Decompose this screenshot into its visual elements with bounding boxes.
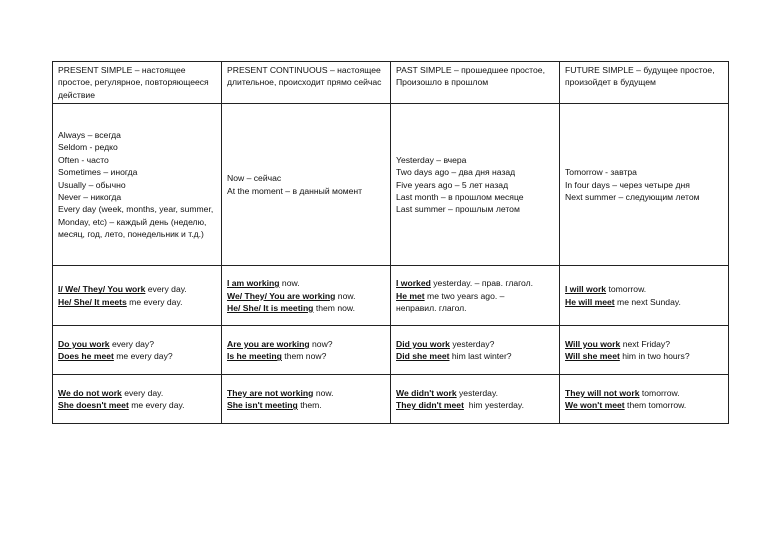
verb-form: We didn't work: [396, 387, 457, 398]
question-example: [396, 338, 554, 350]
time-marker: Always – всегда: [58, 129, 121, 140]
question-cell: [222, 326, 391, 375]
example-rest: now?: [309, 338, 333, 349]
time-marker: Never – никогда: [58, 191, 122, 202]
verb-form: She doesn't meet: [58, 400, 129, 411]
verb-form: Do you work: [58, 338, 110, 349]
affirmative-cell: [560, 266, 729, 326]
time-marker: Tomorrow - завтра: [565, 167, 637, 178]
affirmative-example: [565, 283, 723, 295]
tenses-table: [52, 61, 729, 424]
example-rest: me two years ago. –: [424, 290, 505, 301]
time-marker: Usually – обычно: [58, 179, 126, 190]
time-marker: Often - часто: [58, 154, 109, 165]
verb-form: Did you work: [396, 338, 450, 349]
affirmative-example: [396, 277, 554, 289]
markers-cell: [391, 104, 560, 266]
example-rest: him last winter?: [449, 351, 512, 362]
example-rest: now.: [335, 290, 356, 301]
example-rest: every day?: [109, 338, 155, 349]
time-marker: Sometimes – иногда: [58, 167, 138, 178]
affirmative-example: [565, 296, 723, 308]
example-rest: him yesterday.: [463, 400, 524, 411]
negative-row: [53, 375, 729, 424]
affirmative-example: [396, 290, 554, 302]
affirmative-cell: [222, 266, 391, 326]
affirmative-example: [227, 302, 385, 314]
verb-form: Does he meet: [58, 351, 114, 362]
example-rest: me next Sunday.: [614, 296, 681, 307]
example-rest: every day.: [145, 284, 187, 295]
verb-form: Will you work: [565, 338, 621, 349]
verb-form: Will she meet: [565, 351, 620, 362]
markers-cell: [53, 104, 222, 266]
negative-cell: [391, 375, 560, 424]
header-cell: PAST SIMPLE – прошедшее простое, Произошло в прошлом: [391, 62, 560, 104]
example-rest: tomorrow.: [606, 284, 647, 295]
question-row: [53, 326, 729, 375]
verb-form: Is he meeting: [227, 351, 282, 362]
verb-form: I worked: [396, 278, 431, 289]
verb-form: He/ She/ It is meeting: [227, 302, 314, 313]
example-rest: them now?: [281, 351, 327, 362]
affirmative-cell: [391, 266, 560, 326]
time-marker: Now – сейчас: [227, 173, 282, 184]
question-example: [565, 350, 723, 362]
verb-form: He/ She/ It meets: [58, 296, 127, 307]
verb-form: We won't meet: [565, 400, 625, 411]
verb-form: She isn't meeting: [227, 400, 298, 411]
example-rest: them.: [297, 400, 322, 411]
header-cell: PRESENT SIMPLE – настоящее простое, регулярное, повторяющееся действие: [53, 62, 222, 104]
markers-cell: [560, 104, 729, 266]
example-rest: yesterday.: [456, 387, 499, 398]
negative-cell: [560, 375, 729, 424]
time-marker: Two days ago – два дня назад: [396, 167, 516, 178]
negative-example: [396, 399, 554, 411]
question-example: [565, 338, 723, 350]
affirmative-example: [58, 296, 216, 308]
verb-form: We do not work: [58, 387, 122, 398]
example-rest: me every day.: [126, 296, 183, 307]
question-cell: [560, 326, 729, 375]
verb-form: They will not work: [565, 387, 640, 398]
time-marker: Five years ago – 5 лет назад: [396, 179, 509, 190]
negative-example: [58, 399, 216, 411]
negative-example: [58, 387, 216, 399]
example-rest: me every day?: [113, 351, 173, 362]
verb-form: They are not working: [227, 387, 314, 398]
time-marker: Yesterday – вчера: [396, 154, 467, 165]
example-rest: now.: [279, 278, 300, 289]
negative-example: [227, 399, 385, 411]
verb-form: I am working: [227, 278, 280, 289]
example-rest: them tomorrow.: [624, 400, 687, 411]
affirmative-example: [227, 277, 385, 289]
verb-form: I/ We/ They/ You work: [58, 284, 146, 295]
time-marker: Last month – в прошлом месяце: [396, 191, 524, 202]
header-cell: PRESENT CONTINUOUS – настоящее длительное, происходит прямо сейчас: [222, 62, 391, 104]
question-cell: [53, 326, 222, 375]
negative-cell: [222, 375, 391, 424]
time-marker: At the moment – в данный момент: [227, 185, 363, 196]
verb-form: He met: [396, 290, 425, 301]
time-marker: Every day (week, months, year, summer, Monday, etc) – каждый день (неделю, месяц, год, лето, понедельник и т.д.): [58, 204, 214, 240]
verb-form: Did she meet: [396, 351, 450, 362]
negative-example: [227, 387, 385, 399]
time-marker: Seldom - редко: [58, 142, 118, 153]
affirmative-example: [227, 290, 385, 302]
example-rest: tomorrow.: [639, 387, 680, 398]
negative-example: [565, 387, 723, 399]
negative-example: [565, 399, 723, 411]
time-marker: In four days – через четыре дня: [565, 179, 690, 190]
negative-example: [396, 387, 554, 399]
example-rest: him in two hours?: [619, 351, 690, 362]
question-example: [58, 338, 216, 350]
verb-form: Are you are working: [227, 338, 310, 349]
question-cell: [391, 326, 560, 375]
example-rest: now.: [313, 387, 334, 398]
example-rest: yesterday?: [449, 338, 495, 349]
header-row: [53, 62, 729, 104]
verb-form: We/ They/ You are working: [227, 290, 336, 301]
affirmative-example: [396, 302, 554, 314]
question-example: [396, 350, 554, 362]
time-markers-row: [53, 104, 729, 266]
verb-form: I will work: [565, 284, 607, 295]
affirmative-cell: [53, 266, 222, 326]
example-rest: неправил. глагол.: [396, 302, 467, 313]
affirmative-example: [58, 283, 216, 295]
negative-cell: [53, 375, 222, 424]
example-rest: every day.: [121, 387, 164, 398]
example-rest: them now.: [313, 302, 355, 313]
example-rest: me every day.: [128, 400, 185, 411]
example-rest: yesterday. – прав. глагол.: [430, 278, 534, 289]
affirmative-row: [53, 266, 729, 326]
markers-cell: [222, 104, 391, 266]
example-rest: next Friday?: [620, 338, 670, 349]
question-example: [227, 338, 385, 350]
verb-form: They didn't meet: [396, 400, 464, 411]
time-marker: Next summer – следующим летом: [565, 191, 700, 202]
question-example: [227, 350, 385, 362]
header-cell: FUTURE SIMPLE – будущее простое, произойдет в будущем: [560, 62, 729, 104]
time-marker: Last summer – прошлым летом: [396, 204, 520, 215]
question-example: [58, 350, 216, 362]
verb-form: He will meet: [565, 296, 615, 307]
